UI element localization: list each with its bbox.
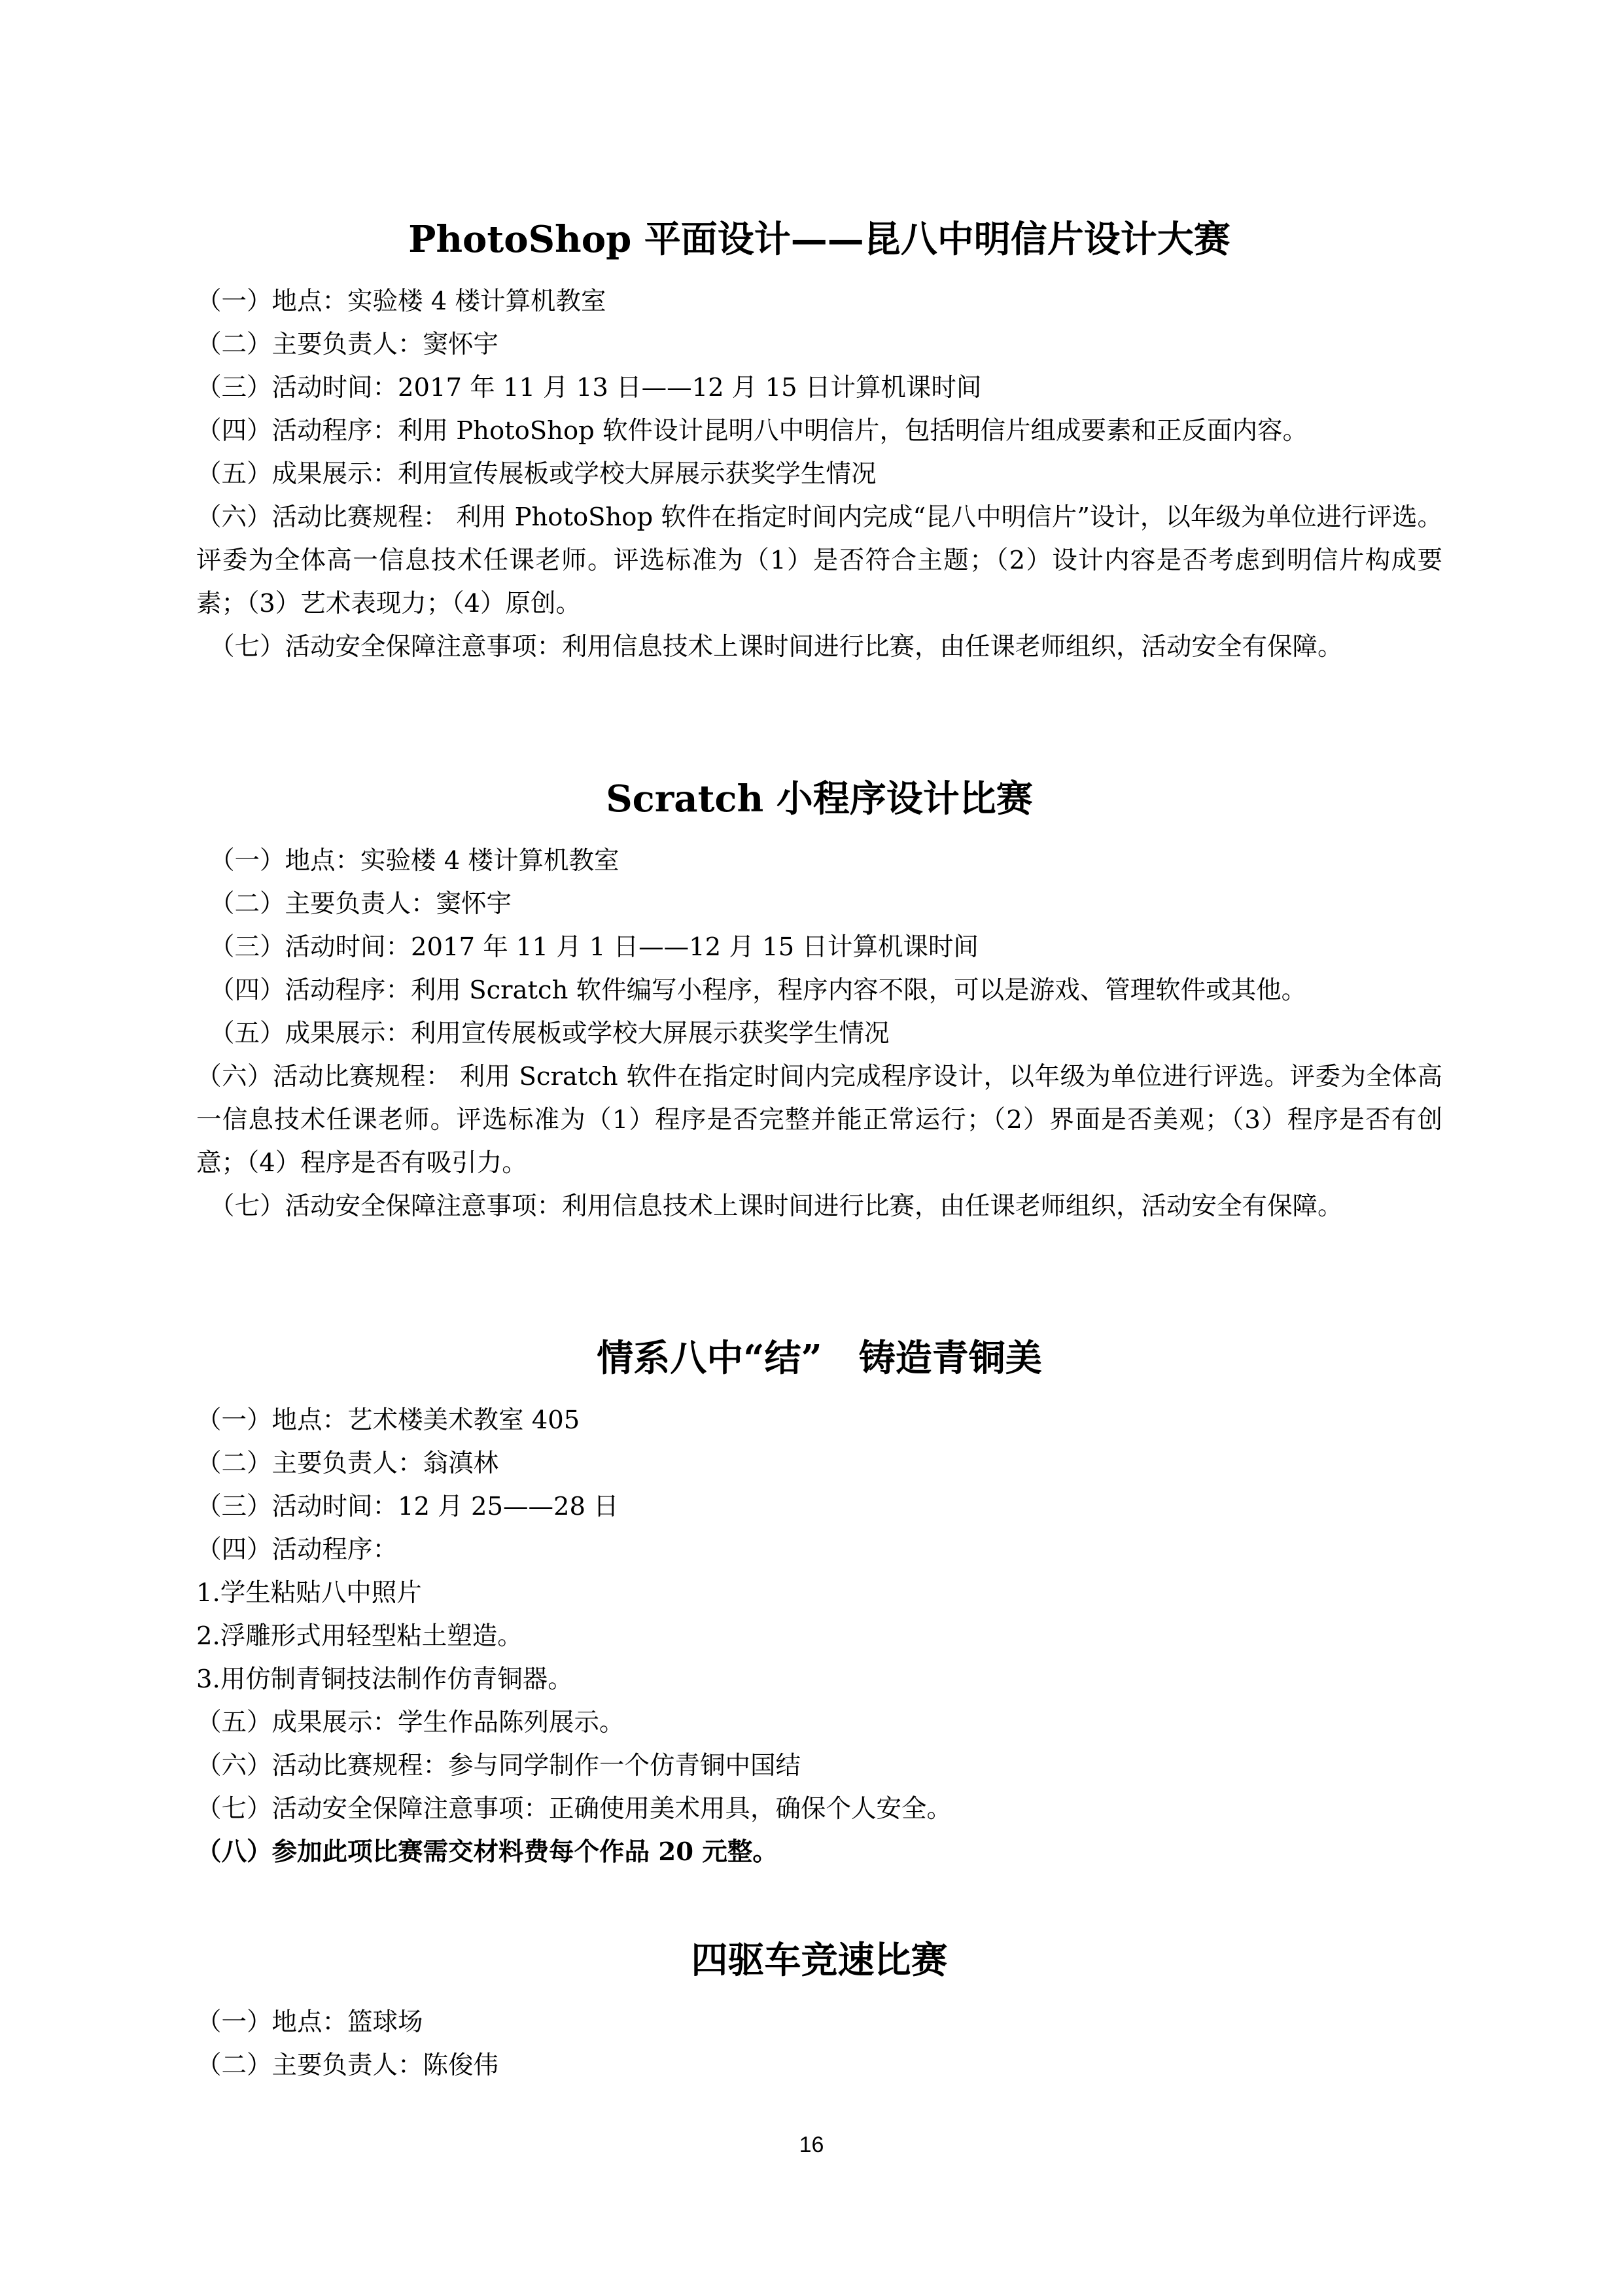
item-safety: （七）活动安全保障注意事项：利用信息技术上课时间进行比赛，由任课老师组织，活动安全有保障。 — [209, 1192, 1343, 1221]
section-title: 四驱车竞速比赛 — [691, 1939, 948, 1982]
procedure-step-1: 1.学生粘贴八中照片 — [196, 1578, 422, 1608]
item-location: （一）地点：实验楼 4 楼计算机教室 — [209, 846, 620, 875]
procedure-step-2: 2.浮雕形式用轻型粘土塑造。 — [196, 1621, 523, 1651]
section-photoshop-contest — [196, 215, 1442, 669]
item-time: （三）活动时间：12 月 25——28 日 — [196, 1492, 619, 1521]
item-procedure: （四）活动程序：利用 Scratch 软件编写小程序，程序内容不限，可以是游戏、管理软件或其他。 — [209, 976, 1307, 1005]
item-rules: （六）活动比赛规程： 利用 PhotoShop 软件在指定时间内完成“昆八中明信片”设计，以年级为单位进行评选。评委为全体高一信息技术任课老师。评选标准为（1）是否符合主题；（2）设计内容是否考虑到明信片构成要素；（3）艺术表现力；（4）原创。 — [196, 503, 1442, 618]
item-results: （五）成果展示：利用宣传展板或学校大屏展示获奖学生情况 — [209, 1019, 890, 1048]
item-procedure: （四）活动程序： — [196, 1535, 398, 1564]
section-title: 情系八中“结” 铸造青铜美 — [597, 1337, 1042, 1380]
item-time: （三）活动时间：2017 年 11 月 13 日——12 月 15 日计算机课时间 — [196, 373, 982, 402]
item-rules: （六）活动比赛规程：参与同学制作一个仿青铜中国结 — [196, 1751, 801, 1780]
item-results: （五）成果展示：学生作品陈列展示。 — [196, 1708, 625, 1737]
item-time: （三）活动时间：2017 年 11 月 1 日——12 月 15 日计算机课时间 — [209, 932, 979, 962]
section-bronze-knot — [196, 1333, 1442, 1874]
item-results: （五）成果展示：利用宣传展板或学校大屏展示获奖学生情况 — [196, 459, 877, 489]
section-4wd-race — [196, 1935, 1442, 2087]
section-scratch-contest — [196, 774, 1442, 1228]
item-person-in-charge: （二）主要负责人：翁滇林 — [196, 1449, 499, 1478]
item-person-in-charge: （二）主要负责人：窦怀宇 — [196, 330, 499, 359]
section-title: PhotoShop 平面设计——昆八中明信片设计大赛 — [408, 218, 1230, 261]
item-rules: （六）活动比赛规程： 利用 Scratch 软件在指定时间内完成程序设计，以年级为单位进行评选。评委为全体高一信息技术任课老师。评选标准为（1）程序是否完整并能正常运行；（2）界面是否美观；（3）程序是否有创意；（4）程序是否有吸引力。 — [196, 1062, 1442, 1178]
item-procedure: （四）活动程序：利用 PhotoShop 软件设计昆明八中明信片，包括明信片组成要素和正反面内容。 — [196, 416, 1308, 446]
item-person-in-charge: （二）主要负责人：窦怀宇 — [209, 889, 512, 919]
item-fee: （八）参加此项比赛需交材料费每个作品 20 元整。 — [196, 1837, 778, 1867]
item-safety: （七）活动安全保障注意事项：正确使用美术用具，确保个人安全。 — [196, 1794, 952, 1824]
item-location: （一）地点：实验楼 4 楼计算机教室 — [196, 287, 606, 316]
item-location: （一）地点：艺术楼美术教室 405 — [196, 1405, 580, 1435]
item-person-in-charge: （二）主要负责人：陈俊伟 — [196, 2051, 499, 2080]
item-safety: （七）活动安全保障注意事项：利用信息技术上课时间进行比赛，由任课老师组织，活动安全有保障。 — [209, 632, 1343, 662]
section-title: Scratch 小程序设计比赛 — [606, 777, 1033, 821]
procedure-step-3: 3.用仿制青铜技法制作仿青铜器。 — [196, 1665, 573, 1694]
item-location: （一）地点：篮球场 — [196, 2007, 423, 2037]
page-number: 16 — [799, 2132, 824, 2157]
